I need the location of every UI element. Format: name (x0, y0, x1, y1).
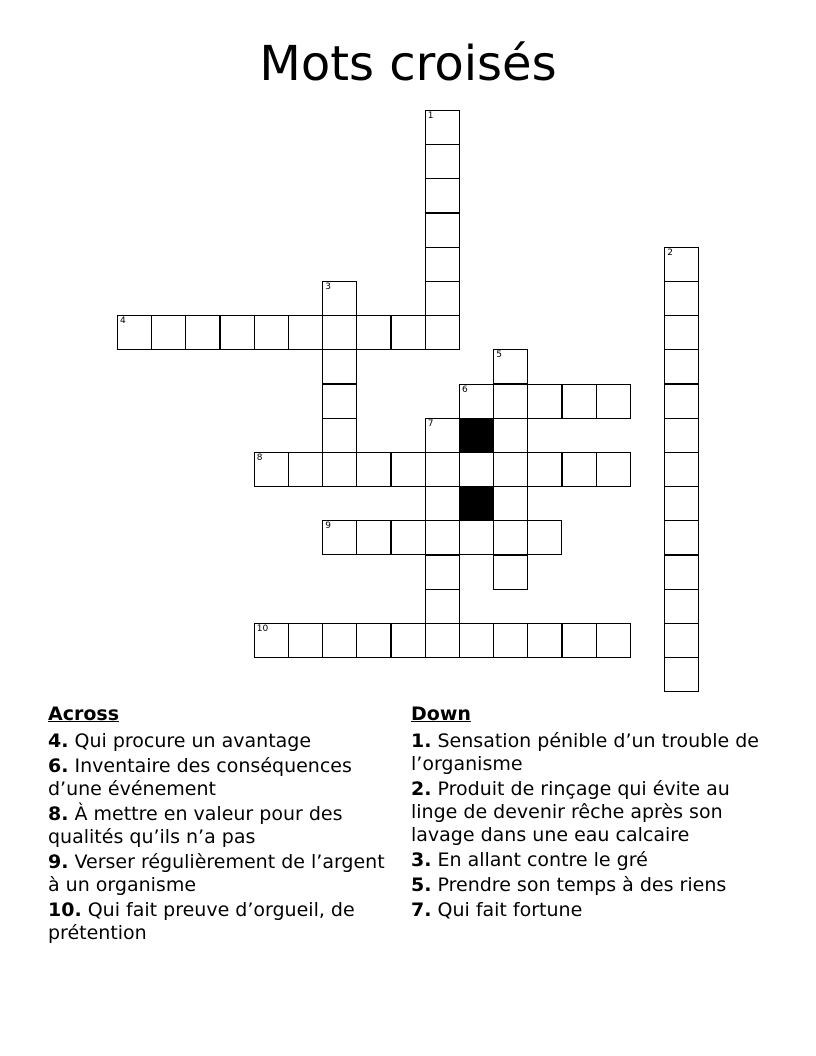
down-heading: Down (411, 703, 471, 725)
grid-cell[interactable] (425, 178, 460, 213)
grid-cell[interactable] (356, 315, 391, 350)
grid-cell[interactable] (493, 349, 528, 384)
grid-cell[interactable] (322, 418, 357, 453)
clue-number: 7 (427, 418, 434, 429)
clue-number: 3 (325, 282, 331, 292)
grid-cell[interactable] (322, 452, 357, 487)
grid-cell[interactable] (664, 418, 699, 453)
grid-cell[interactable] (322, 349, 357, 384)
down-clue-list (411, 730, 771, 922)
clue-number: 4 (120, 316, 126, 327)
clue-item-text: Produit de rinçage qui évite au linge de devenir rêche après son lavage dans une eau calcaire (411, 778, 730, 846)
clue-number: 5 (496, 350, 502, 361)
clue-item (411, 899, 771, 922)
clue-item-number: 3. (411, 849, 432, 871)
clue-item (411, 730, 771, 776)
clue-item-number: 1. (411, 730, 432, 752)
grid-cell[interactable] (391, 452, 426, 487)
across-heading: Across (48, 703, 120, 725)
grid-cell[interactable] (493, 384, 528, 419)
clue-item-text: Qui fait preuve d’orgueil, de prétention (48, 899, 355, 944)
grid-cell[interactable] (459, 520, 494, 555)
grid-cell[interactable] (322, 623, 357, 658)
grid-cell[interactable] (664, 452, 699, 487)
across-clue-list (48, 730, 393, 945)
grid-cell[interactable] (493, 452, 528, 487)
grid-cell[interactable] (527, 623, 562, 658)
clue-item-text: Verser régulièrement de l’argent à un organisme (48, 851, 385, 896)
grid-cell[interactable] (596, 384, 631, 419)
grid-cell[interactable] (562, 384, 597, 419)
grid-cell[interactable] (459, 623, 494, 658)
grid-cell[interactable] (664, 349, 699, 384)
grid-cell[interactable] (254, 623, 289, 658)
grid-cell[interactable] (391, 315, 426, 350)
grid-cell[interactable] (425, 452, 460, 487)
grid-cell[interactable] (288, 315, 323, 350)
clue-number: 2 (667, 247, 673, 258)
grid-cell[interactable] (425, 281, 460, 316)
grid-cell[interactable] (425, 247, 460, 282)
grid-cell[interactable] (527, 520, 562, 555)
grid-cell[interactable] (356, 452, 391, 487)
grid-cell[interactable] (322, 315, 357, 350)
clue-number: 10 (256, 624, 269, 634)
grid-cell[interactable] (596, 623, 631, 658)
grid-cell[interactable] (322, 281, 357, 316)
down-clues (411, 703, 771, 924)
grid-cell[interactable] (493, 555, 528, 590)
grid-cell[interactable] (562, 623, 597, 658)
clue-item (411, 874, 771, 897)
grid-cell[interactable] (425, 589, 460, 624)
clue-item (48, 899, 393, 945)
grid-cell[interactable] (664, 589, 699, 624)
clue-number: 9 (325, 521, 331, 532)
grid-cell[interactable] (459, 384, 494, 419)
grid-cell[interactable] (425, 486, 460, 521)
grid-cell[interactable] (425, 623, 460, 658)
across-clues (48, 703, 393, 947)
clue-item-number: 4. (48, 730, 69, 752)
clue-item-text: À mettre en valeur pour des qualités qu’ils n’a pas (48, 803, 343, 848)
grid-cell[interactable] (322, 520, 357, 555)
grid-cell[interactable] (664, 384, 699, 419)
clue-number: 1 (427, 111, 434, 121)
grid-cell[interactable] (117, 315, 152, 350)
grid-cell[interactable] (425, 520, 460, 555)
grid-cell[interactable] (425, 315, 460, 350)
grid-cell[interactable] (493, 623, 528, 658)
grid-cell[interactable] (425, 555, 460, 590)
clue-item-text: En allant contre le gré (437, 849, 648, 871)
grid-cell[interactable] (185, 315, 220, 350)
clue-item-number: 7. (411, 899, 432, 921)
black-cell (459, 418, 494, 453)
grid-cell[interactable] (664, 315, 699, 350)
clue-item-number: 9. (48, 851, 69, 873)
clue-item-number: 5. (411, 874, 432, 896)
grid-cell[interactable] (493, 486, 528, 521)
grid-cell[interactable] (254, 315, 289, 350)
clue-item-text: Qui fait fortune (437, 899, 583, 921)
clue-item-text: Prendre son temps à des riens (437, 874, 727, 896)
grid-cell[interactable] (322, 384, 357, 419)
clue-number: 6 (462, 384, 468, 395)
clue-item (411, 778, 771, 847)
grid-cell[interactable] (664, 623, 699, 658)
grid-cell[interactable] (493, 520, 528, 555)
page-title: Mots croisés (259, 36, 557, 92)
grid-cell[interactable] (391, 520, 426, 555)
clue-item-text: Sensation pénible d’un trouble de l’organisme (411, 730, 759, 775)
clue-item (48, 851, 393, 897)
clue-item (48, 755, 393, 801)
grid-cell[interactable] (288, 623, 323, 658)
clue-item (411, 849, 771, 872)
grid-cell[interactable] (664, 555, 699, 590)
grid-cell[interactable] (493, 418, 528, 453)
grid-cell[interactable] (596, 452, 631, 487)
grid-cell[interactable] (562, 452, 597, 487)
clue-number: 8 (256, 453, 263, 463)
grid-cell[interactable] (356, 623, 391, 658)
grid-cell[interactable] (664, 281, 699, 316)
grid-cell[interactable] (391, 623, 426, 658)
grid-cell[interactable] (527, 384, 562, 419)
grid-cell[interactable] (664, 247, 699, 282)
clue-item-number: 6. (48, 755, 69, 777)
grid-cell[interactable] (356, 520, 391, 555)
black-cell (459, 486, 494, 521)
grid-cell[interactable] (425, 213, 460, 248)
clue-item-text: Qui procure un avantage (74, 730, 312, 752)
grid-cell[interactable] (220, 315, 255, 350)
grid-cell[interactable] (288, 452, 323, 487)
clue-item (48, 803, 393, 849)
grid-cell[interactable] (254, 452, 289, 487)
clue-item (48, 730, 393, 753)
grid-cell[interactable] (151, 315, 186, 350)
grid-cell[interactable] (459, 452, 494, 487)
grid-cell[interactable] (425, 110, 460, 145)
grid-cell[interactable] (664, 520, 699, 555)
clue-item-text: Inventaire des conséquences d’une événement (48, 755, 352, 800)
grid-cell[interactable] (425, 418, 460, 453)
grid-cell[interactable] (664, 486, 699, 521)
grid-cell[interactable] (425, 144, 460, 179)
grid-cell[interactable] (527, 452, 562, 487)
clue-item-number: 2. (411, 778, 432, 800)
clue-item-number: 10. (48, 899, 82, 921)
clue-item-number: 8. (48, 803, 69, 825)
grid-cell[interactable] (664, 657, 699, 692)
